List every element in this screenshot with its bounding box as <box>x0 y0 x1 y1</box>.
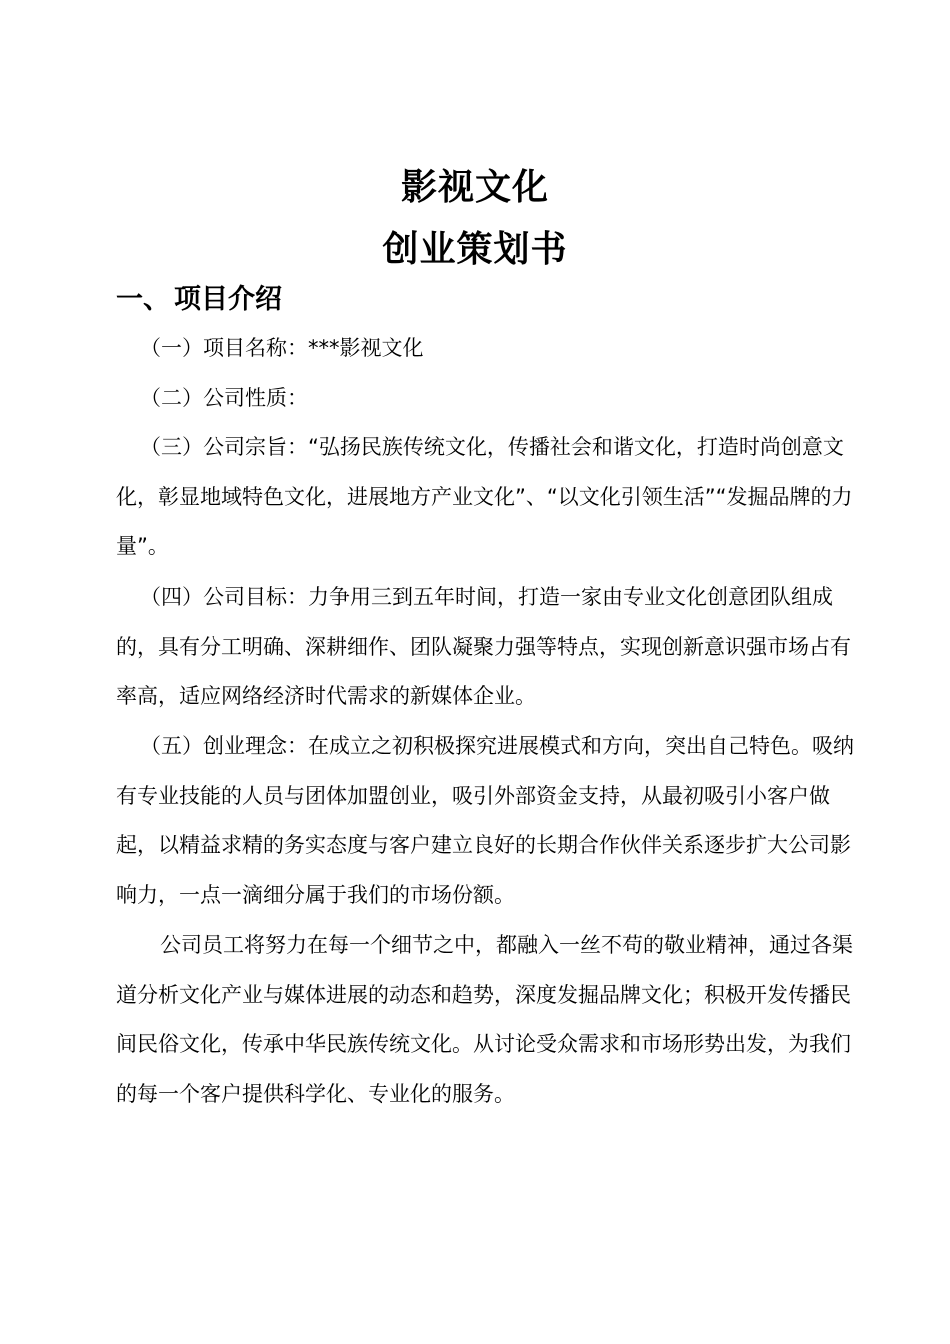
paragraph-company-nature: （二）公司性质： <box>140 386 308 410</box>
document-title: 影视文化 <box>400 167 549 208</box>
section-heading <box>116 280 282 320</box>
paragraph-business-philosophy: （五）创业理念：在成立之初积极探究进展模式和方向，突出自己特色。吸纳有专业技能的人员与团体加盟创业，吸引外部资金支持，从最初吸引小客户做起，以精益求精的务实态度与客户建立良好的长期合作伙伴关系逐步扩大公司影响力，一点一滴细分属于我们的市场份额。 <box>116 734 854 907</box>
paragraph-company-goal: （四）公司目标：力争用三到五年时间，打造一家由专业文化创意团队组成的，具有分工明确、深耕细作、团队凝聚力强等特点，实现创新意识强市场占有率高，适应网络经济时代需求的新媒体企业。 <box>116 585 851 709</box>
paragraph-company-purpose: （三）公司宗旨：“弘扬民族传统文化，传播社会和谐文化，打造时尚创意文化，彰显地域特色文化，进展地方产业文化”、“以文化引领生活”“发掘品牌的力量”。 <box>116 435 853 559</box>
paragraph-staff-commitment: 公司员工将努力在每一个细节之中，都融入一丝不苟的敬业精神，通过各渠道分析文化产业与媒体进展的动态和趋势，深度发掘品牌文化；积极开发传播民间民俗文化，传承中华民族传统文化。从讨论受众需求和市场形势出发，为我们的每一个客户提供科学化、专业化的服务。 <box>116 933 853 1106</box>
section-number: 一、 <box>116 284 170 315</box>
paragraph-project-name: （一）项目名称：***影视文化 <box>140 336 424 360</box>
section-title: 项目介绍 <box>174 284 282 315</box>
document-subtitle: 创业策划书 <box>382 229 568 270</box>
